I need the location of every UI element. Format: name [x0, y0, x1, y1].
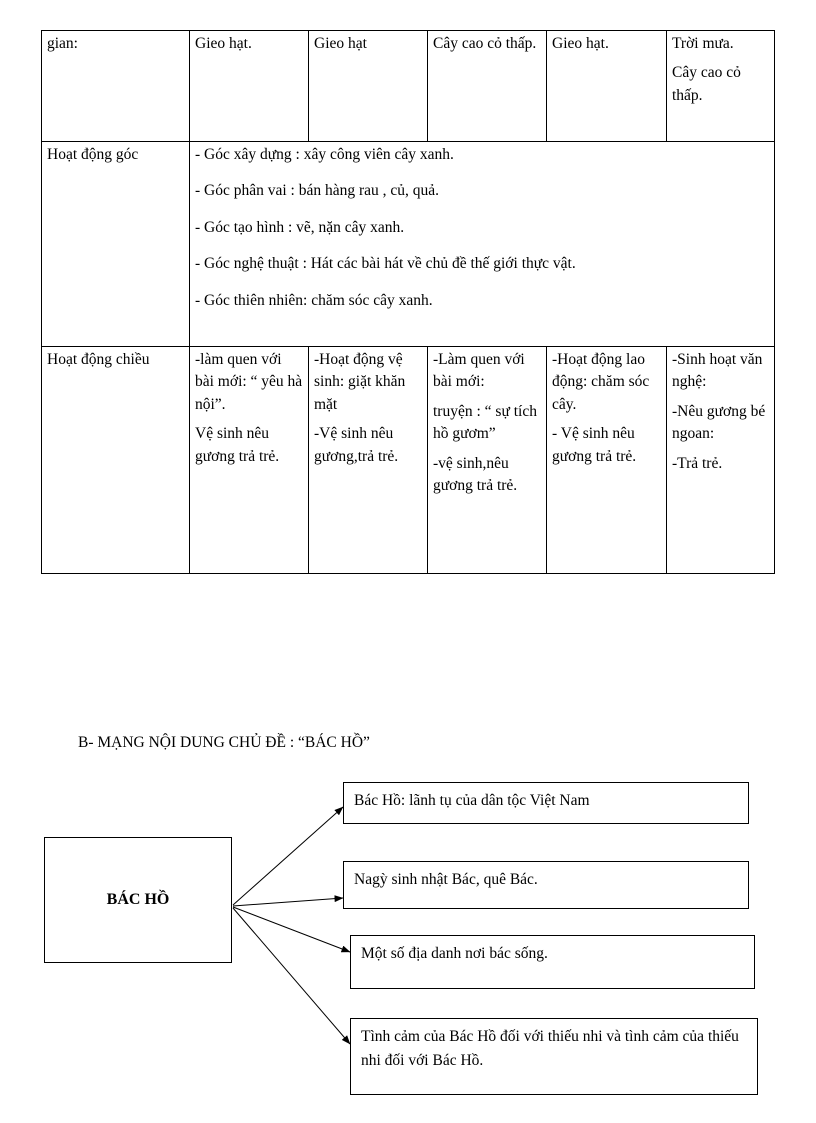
mindmap-branch: Bác Hồ: lãnh tụ của dân tộc Việt Nam: [343, 782, 749, 824]
arrow-2: [233, 898, 343, 906]
row-label: gian:: [42, 31, 190, 142]
table-cell: -làm quen với bài mới: “ yêu hà nội”. Vệ sinh nêu gương trả trẻ.: [190, 347, 309, 574]
table-cell: -Hoạt động lao động: chăm sóc cây. - Vệ sinh nêu gương trả trẻ.: [547, 347, 667, 574]
table-cell: Gieo hạt.: [547, 31, 667, 142]
table-cell: Cây cao cỏ thấp.: [428, 31, 547, 142]
mindmap-branch: Tình cảm của Bác Hồ đối với thiếu nhi và tình cảm của thiếu nhi đối với Bác Hồ.: [350, 1018, 758, 1095]
mindmap-branch: Một số địa danh nơi bác sống.: [350, 935, 755, 989]
table-cell: -Sinh hoạt văn nghệ: -Nêu gương bé ngoan: -Trả trẻ.: [667, 347, 775, 574]
mindmap-branch: Nagỳ sinh nhật Bác, quê Bác.: [343, 861, 749, 909]
list-item: - Góc thiên nhiên: chăm sóc cây xanh.: [195, 291, 433, 309]
table-cell: Gieo hạt: [309, 31, 428, 142]
center-label: BÁC HỒ: [106, 891, 170, 908]
row-label: Hoạt động chiều: [42, 347, 190, 574]
arrow-3: [233, 907, 350, 952]
list-item: - Góc nghệ thuật : Hát các bài hát về chủ đề thế giới thực vật.: [195, 255, 576, 273]
list-item: - Góc tạo hình : vẽ, nặn cây xanh.: [195, 218, 405, 236]
mindmap-center: [44, 837, 232, 963]
arrow-1: [233, 807, 343, 905]
table-cell: Gieo hạt.: [190, 31, 309, 142]
table-cell: -Làm quen với bài mới: truyện : “ sự tích hồ gươm” -vệ sinh,nêu gương trả trẻ.: [428, 347, 547, 574]
row-label: Hoạt động góc: [42, 142, 190, 347]
table-cell: -Hoạt động vệ sinh: giặt khăn mặt -Vệ sinh nêu gương,trả trẻ.: [309, 347, 428, 574]
table-cell: Trời mưa. Cây cao cỏ thấp.: [667, 31, 775, 142]
list-item: - Góc phân vai : bán hàng rau , củ, quả.: [195, 182, 440, 200]
list-item: - Góc xây dựng : xây công viên cây xanh.: [195, 146, 454, 163]
arrow-4: [233, 908, 350, 1044]
section-heading: B- MẠNG NỘI DUNG CHỦ ĐỀ : “BÁC HỒ”: [78, 734, 370, 751]
